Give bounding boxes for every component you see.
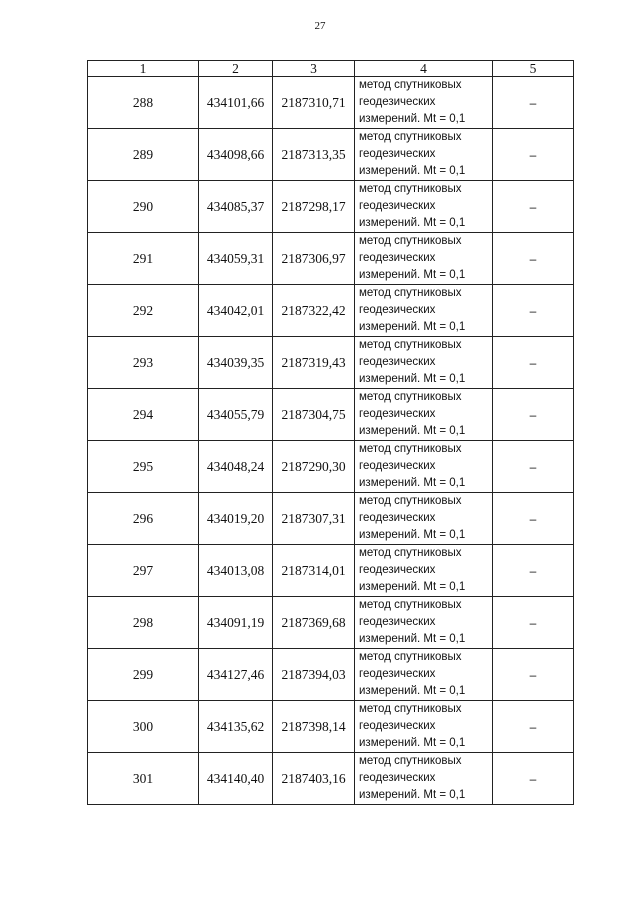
note-cell: –	[493, 129, 574, 181]
note-cell: –	[493, 337, 574, 389]
method-line: измерений. Mt = 0,1	[359, 477, 466, 489]
table-row	[88, 129, 574, 181]
x-coordinate-cell: 434048,24	[199, 441, 273, 493]
y-coordinate-cell: 2187298,17	[273, 181, 355, 233]
point-number-cell: 293	[88, 337, 199, 389]
x-coordinate-cell: 434140,40	[199, 753, 273, 805]
method-line: геодезических	[359, 200, 436, 212]
method-cell	[355, 753, 493, 805]
table-row	[88, 181, 574, 233]
method-line: метод спутниковых	[359, 391, 462, 403]
method-cell	[355, 493, 493, 545]
x-coordinate-cell: 434013,08	[199, 545, 273, 597]
coordinates-table	[87, 60, 574, 805]
column-header-1: 1	[88, 61, 199, 77]
note-cell: –	[493, 493, 574, 545]
table-row	[88, 597, 574, 649]
point-number-cell: 289	[88, 129, 199, 181]
method-line: метод спутниковых	[359, 131, 462, 143]
method-line: метод спутниковых	[359, 703, 462, 715]
method-line: метод спутниковых	[359, 79, 462, 91]
page-number: 27	[314, 20, 326, 32]
note-cell: –	[493, 441, 574, 493]
method-line: измерений. Mt = 0,1	[359, 373, 466, 385]
method-cell	[355, 701, 493, 753]
method-line: метод спутниковых	[359, 235, 462, 247]
method-line: геодезических	[359, 356, 436, 368]
x-coordinate-cell: 434085,37	[199, 181, 273, 233]
x-coordinate-cell: 434091,19	[199, 597, 273, 649]
method-line: геодезических	[359, 512, 436, 524]
method-cell	[355, 649, 493, 701]
point-number-cell: 295	[88, 441, 199, 493]
point-number-cell: 298	[88, 597, 199, 649]
x-coordinate-cell: 434127,46	[199, 649, 273, 701]
point-number-cell: 288	[88, 77, 199, 129]
table-row	[88, 233, 574, 285]
note-cell: –	[493, 285, 574, 337]
table-row	[88, 285, 574, 337]
y-coordinate-cell: 2187403,16	[273, 753, 355, 805]
method-cell	[355, 337, 493, 389]
point-number-cell: 296	[88, 493, 199, 545]
note-cell: –	[493, 701, 574, 753]
table-row	[88, 441, 574, 493]
note-cell: –	[493, 597, 574, 649]
y-coordinate-cell: 2187306,97	[273, 233, 355, 285]
method-cell	[355, 285, 493, 337]
x-coordinate-cell: 434098,66	[199, 129, 273, 181]
method-line: геодезических	[359, 148, 436, 160]
point-number-cell: 297	[88, 545, 199, 597]
point-number-cell: 291	[88, 233, 199, 285]
method-line: метод спутниковых	[359, 599, 462, 611]
x-coordinate-cell: 434101,66	[199, 77, 273, 129]
method-line: метод спутниковых	[359, 495, 462, 507]
method-cell	[355, 597, 493, 649]
note-cell: –	[493, 77, 574, 129]
note-cell: –	[493, 545, 574, 597]
method-line: геодезических	[359, 616, 436, 628]
table-row	[88, 701, 574, 753]
method-line: метод спутниковых	[359, 339, 462, 351]
method-line: геодезических	[359, 304, 436, 316]
table-header-row	[88, 61, 574, 77]
y-coordinate-cell: 2187322,42	[273, 285, 355, 337]
method-cell	[355, 441, 493, 493]
method-line: измерений. Mt = 0,1	[359, 321, 466, 333]
point-number-cell: 294	[88, 389, 199, 441]
method-cell	[355, 77, 493, 129]
table-body	[88, 77, 574, 805]
method-cell	[355, 545, 493, 597]
method-cell	[355, 233, 493, 285]
table-row	[88, 649, 574, 701]
method-line: измерений. Mt = 0,1	[359, 737, 466, 749]
point-number-cell: 301	[88, 753, 199, 805]
x-coordinate-cell: 434019,20	[199, 493, 273, 545]
method-line: метод спутниковых	[359, 651, 462, 663]
point-number-cell: 292	[88, 285, 199, 337]
y-coordinate-cell: 2187313,35	[273, 129, 355, 181]
point-number-cell: 290	[88, 181, 199, 233]
method-line: геодезических	[359, 96, 436, 108]
method-line: измерений. Mt = 0,1	[359, 425, 466, 437]
method-line: геодезических	[359, 668, 436, 680]
y-coordinate-cell: 2187369,68	[273, 597, 355, 649]
y-coordinate-cell: 2187307,31	[273, 493, 355, 545]
note-cell: –	[493, 389, 574, 441]
note-cell: –	[493, 233, 574, 285]
point-number-cell: 299	[88, 649, 199, 701]
note-cell: –	[493, 649, 574, 701]
table-row	[88, 753, 574, 805]
method-line: измерений. Mt = 0,1	[359, 685, 466, 697]
method-line: измерений. Mt = 0,1	[359, 113, 466, 125]
column-header-2: 2	[199, 61, 273, 77]
table-row	[88, 389, 574, 441]
method-line: измерений. Mt = 0,1	[359, 165, 466, 177]
method-line: измерений. Mt = 0,1	[359, 789, 466, 801]
table-row	[88, 77, 574, 129]
method-line: метод спутниковых	[359, 755, 462, 767]
method-line: метод спутниковых	[359, 287, 462, 299]
method-line: геодезических	[359, 564, 436, 576]
y-coordinate-cell: 2187310,71	[273, 77, 355, 129]
method-line: измерений. Mt = 0,1	[359, 529, 466, 541]
point-number-cell: 300	[88, 701, 199, 753]
method-cell	[355, 181, 493, 233]
y-coordinate-cell: 2187394,03	[273, 649, 355, 701]
column-header-5: 5	[493, 61, 574, 77]
x-coordinate-cell: 434039,35	[199, 337, 273, 389]
note-cell: –	[493, 753, 574, 805]
method-line: измерений. Mt = 0,1	[359, 633, 466, 645]
y-coordinate-cell: 2187398,14	[273, 701, 355, 753]
table-row	[88, 337, 574, 389]
method-line: геодезических	[359, 720, 436, 732]
note-cell: –	[493, 181, 574, 233]
method-cell	[355, 389, 493, 441]
method-line: метод спутниковых	[359, 547, 462, 559]
method-line: измерений. Mt = 0,1	[359, 217, 466, 229]
y-coordinate-cell: 2187314,01	[273, 545, 355, 597]
x-coordinate-cell: 434042,01	[199, 285, 273, 337]
method-cell	[355, 129, 493, 181]
x-coordinate-cell: 434135,62	[199, 701, 273, 753]
method-line: измерений. Mt = 0,1	[359, 269, 466, 281]
method-line: геодезических	[359, 772, 436, 784]
y-coordinate-cell: 2187290,30	[273, 441, 355, 493]
method-line: геодезических	[359, 408, 436, 420]
table-row	[88, 545, 574, 597]
y-coordinate-cell: 2187319,43	[273, 337, 355, 389]
method-line: метод спутниковых	[359, 443, 462, 455]
column-header-3: 3	[273, 61, 355, 77]
method-line: измерений. Mt = 0,1	[359, 581, 466, 593]
method-line: геодезических	[359, 460, 436, 472]
method-line: метод спутниковых	[359, 183, 462, 195]
x-coordinate-cell: 434055,79	[199, 389, 273, 441]
table-row	[88, 493, 574, 545]
column-header-4: 4	[355, 61, 493, 77]
y-coordinate-cell: 2187304,75	[273, 389, 355, 441]
method-line: геодезических	[359, 252, 436, 264]
x-coordinate-cell: 434059,31	[199, 233, 273, 285]
